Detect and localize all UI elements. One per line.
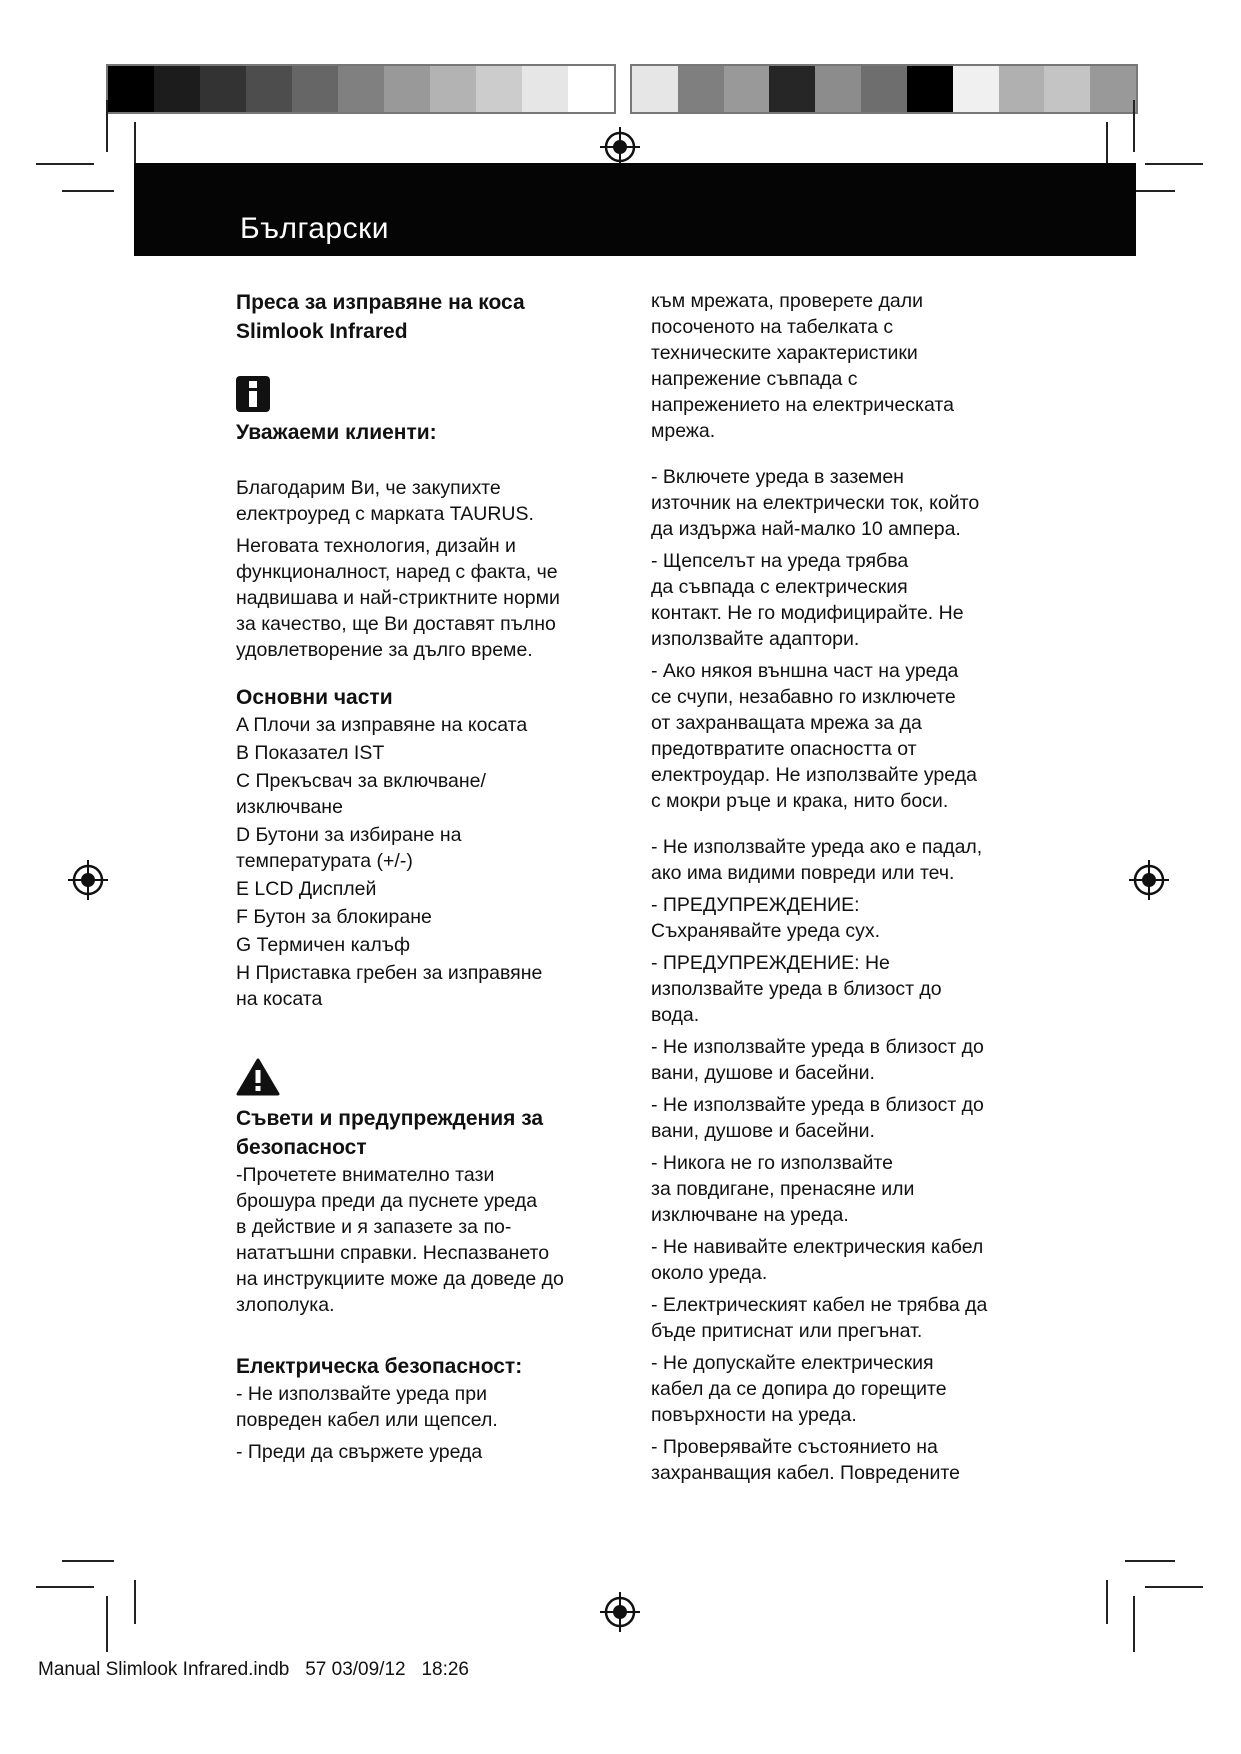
list-item: E LCD Дисплей (236, 878, 377, 900)
list-item: D Бутони за избиране на температурата (+/-) (236, 824, 462, 872)
electrical-safety-heading: Електрическа безопасност: (236, 1355, 523, 1378)
safety-paragraph: - Не използвайте уреда в близост до вани, душове и басейни. (651, 1036, 984, 1084)
crop-mark (106, 100, 108, 152)
intro-paragraph: Неговата технология, дизайн и функционалност, наред с факта, че надвишава и най-стриктните норми за качество, ще Ви доставят пълно удовлетворение за дълго време. (236, 535, 560, 661)
print-date: 03/09/12 (331, 1659, 406, 1680)
color-swatch (108, 66, 154, 112)
registration-target-icon (68, 860, 108, 900)
color-swatch (1090, 66, 1136, 112)
color-swatch (861, 66, 907, 112)
color-swatch (430, 66, 476, 112)
color-calibration-bar-right (630, 64, 1138, 114)
intro-paragraph: Благодарим Ви, че закупихте електроуред с марката TAURUS. (236, 477, 534, 525)
registration-target-icon (1129, 860, 1169, 900)
crop-mark (106, 1596, 108, 1652)
crop-mark (1133, 100, 1135, 152)
color-swatch (953, 66, 999, 112)
safety-paragraph: - Проверявайте състоянието на захранващия кабел. Повредените (651, 1436, 960, 1484)
list-item: C Прекъсвач за включване/ изключване (236, 770, 486, 818)
color-swatch (338, 66, 384, 112)
safety-intro: -Прочетете внимателно тази брошура преди да пуснете уреда в действие и я запазете за по- нататъшни справки. Неспазването на инструкциите може да доведе до злополука. (236, 1164, 564, 1316)
color-swatch (678, 66, 724, 112)
color-swatch (568, 66, 614, 112)
color-swatch (200, 66, 246, 112)
crop-mark (1145, 1586, 1203, 1588)
right-column (651, 288, 1041, 1492)
color-swatch (999, 66, 1045, 112)
color-swatch (476, 66, 522, 112)
registration-target-icon (600, 127, 640, 167)
color-swatch (154, 66, 200, 112)
safety-paragraph: - Не навивайте електрическия кабел около уреда. (651, 1236, 984, 1284)
safety-heading: Съвети и предупреждения за безопасност (236, 1107, 544, 1159)
color-calibration-bar-left (106, 64, 616, 114)
color-swatch (724, 66, 770, 112)
crop-mark (134, 122, 136, 166)
color-swatch (292, 66, 338, 112)
safety-paragraph: - Никога не го използвайте за повдигане, пренасяне или изключване на уреда. (651, 1152, 915, 1226)
crop-mark (1133, 1596, 1135, 1652)
parts-heading: Основни части (236, 686, 393, 709)
crop-mark (1145, 163, 1203, 165)
crop-mark (62, 190, 114, 192)
color-swatch (769, 66, 815, 112)
color-swatch (246, 66, 292, 112)
electrical-item: - Не използвайте уреда при повреден кабел или щепсел. (236, 1383, 498, 1431)
crop-mark (1106, 1580, 1108, 1624)
registration-target-icon (600, 1592, 640, 1632)
safety-paragraph: - Включете уреда в заземен източник на електрически ток, който да издържа най-малко 10 ампера. (651, 466, 980, 540)
safety-paragraph: - ПРЕДУПРЕЖДЕНИЕ: Не използвайте уреда в близост до вода. (651, 952, 942, 1026)
color-swatch (815, 66, 861, 112)
language-title: Български (240, 212, 389, 245)
color-swatch (522, 66, 568, 112)
safety-paragraph: към мрежата, проверете дали посоченото на табелката с техническите характеристики напрежение съвпада с напрежението на електрическата мрежа. (651, 290, 954, 442)
color-swatch (632, 66, 678, 112)
info-icon (236, 376, 270, 412)
left-column (236, 288, 626, 1471)
parts-list (236, 712, 626, 1012)
file-name: Manual Slimlook Infrared.indb (38, 1659, 290, 1680)
page-number: 57 (305, 1659, 327, 1680)
crop-mark (36, 1586, 94, 1588)
safety-paragraph: - Електрическият кабел не трябва да бъде притиснат или прегънат. (651, 1294, 988, 1342)
safety-paragraph: - Не използвайте уреда ако е падал, ако има видими повреди или теч. (651, 836, 983, 884)
crop-mark (36, 163, 94, 165)
electrical-item: - Преди да свържете уреда (236, 1441, 483, 1463)
color-swatch (907, 66, 953, 112)
list-item: A Плочи за изправяне на косата (236, 714, 528, 736)
safety-paragraph: - Щепселът на уреда трябва да съвпада с електрическия контакт. Не го модифицирайте. Не използвайте адаптори. (651, 550, 964, 650)
color-swatch (384, 66, 430, 112)
print-slug (38, 1659, 469, 1681)
list-item: B Показател IST (236, 742, 385, 764)
print-time: 18:26 (421, 1659, 469, 1680)
list-item: G Термичен калъф (236, 934, 410, 956)
safety-paragraph: - Ако някоя външна част на уреда се счупи, незабавно го изключете от захранващата мрежа за да предотвратите опасността от електроудар. Не използвайте уреда с мокри ръце и крака, нито боси. (651, 660, 977, 812)
crop-mark (1125, 1560, 1175, 1562)
safety-paragraph: - Не допускайте електрическия кабел да се допира до горещите повърхности на уреда. (651, 1352, 947, 1426)
crop-mark (134, 1580, 136, 1624)
color-swatch (1044, 66, 1090, 112)
language-header-band (134, 163, 1136, 256)
list-item: H Приставка гребен за изправяне на косата (236, 962, 543, 1010)
greeting-heading: Уважаеми клиенти: (236, 421, 437, 444)
safety-paragraph: - ПРЕДУПРЕЖДЕНИЕ: Съхранявайте уреда сух. (651, 894, 880, 942)
warning-icon (236, 1058, 280, 1096)
list-item: F Бутон за блокиране (236, 906, 432, 928)
safety-paragraph: - Не използвайте уреда в близост до вани, душове и басейни. (651, 1094, 984, 1142)
product-title: Преса за изправяне на коса Slimlook Infrared (236, 291, 525, 343)
crop-mark (62, 1560, 114, 1562)
